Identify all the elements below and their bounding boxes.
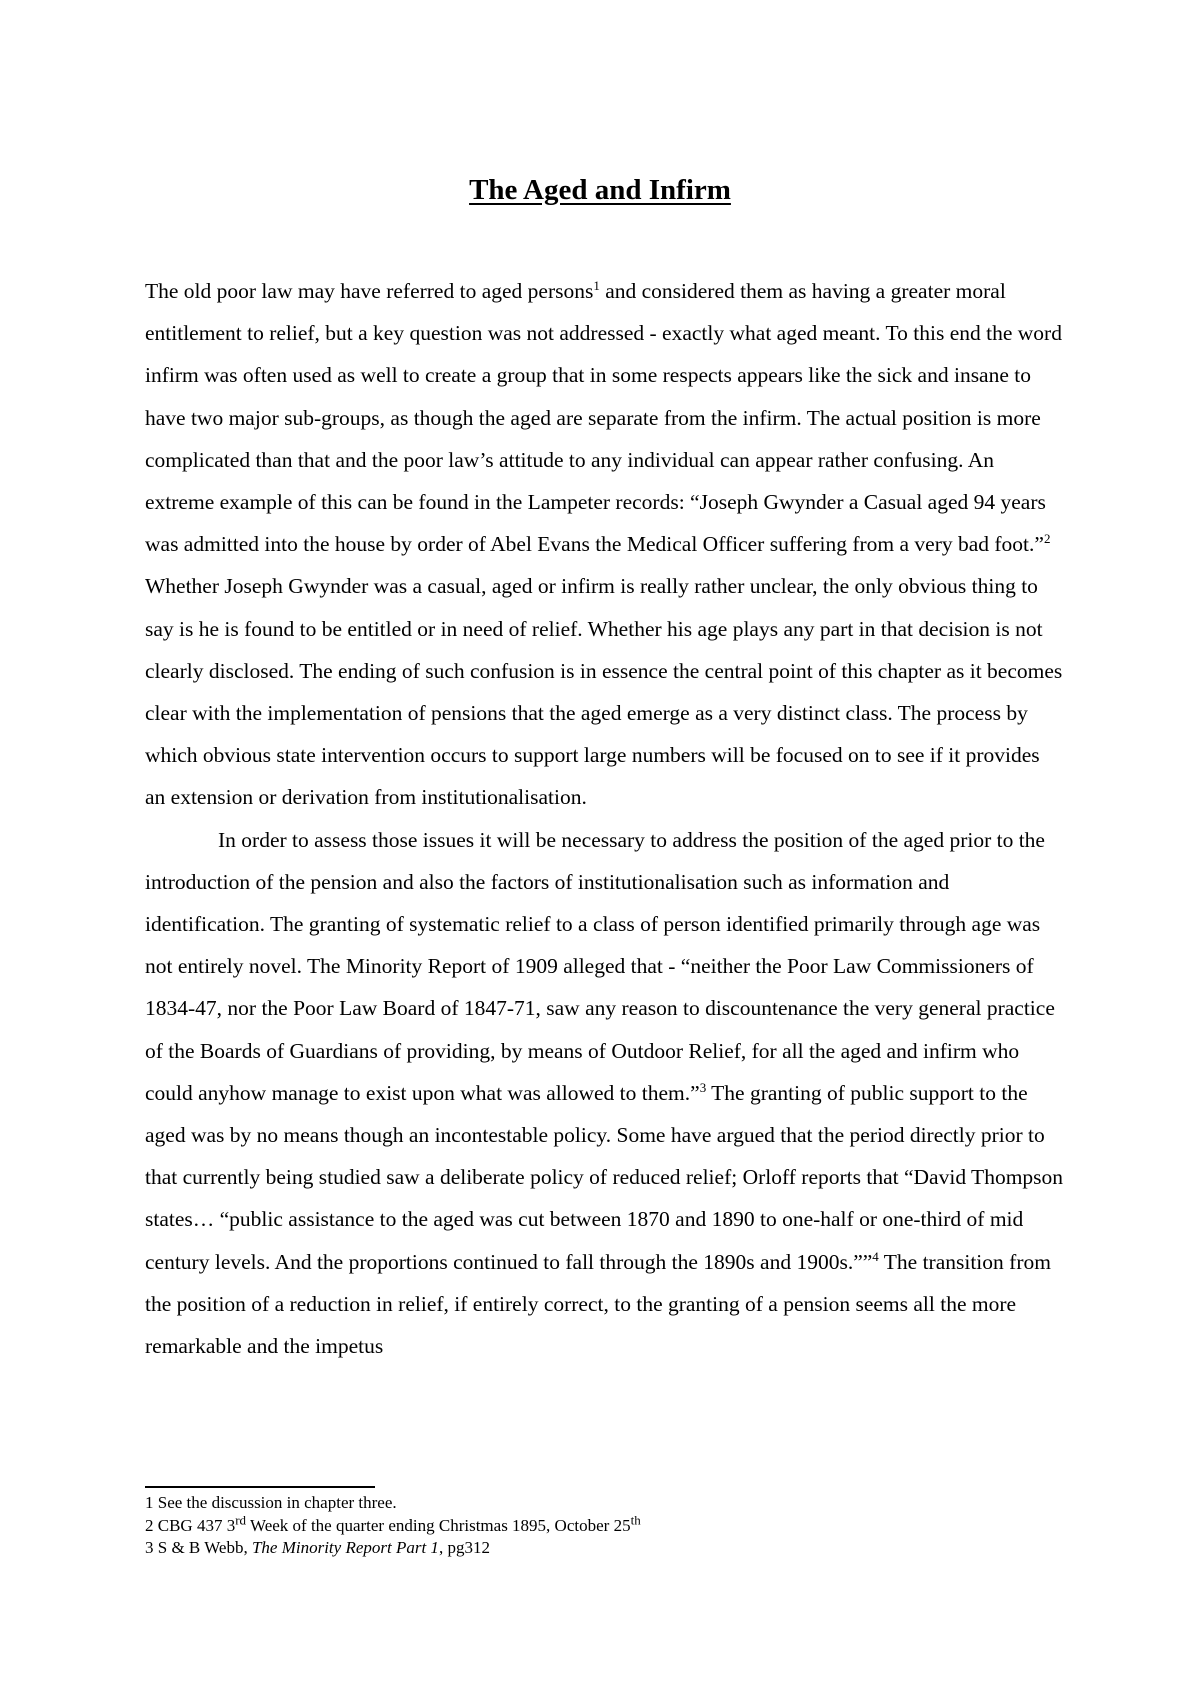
footnote-ref: 2 xyxy=(1043,531,1051,547)
footnote xyxy=(145,1511,1065,1538)
book-title: The Minority Report Part 1 xyxy=(251,1538,439,1557)
footnote-ref: 3 xyxy=(699,1079,707,1095)
footnote-text: 2 CBG 437 3 xyxy=(145,1515,236,1535)
ordinal-suffix: th xyxy=(630,1511,641,1527)
footnote-text: Week of the quarter ending Christmas 1895, October 25 xyxy=(246,1515,631,1535)
paragraph-text: In order to assess those issues it will be necessary to address the position of the aged prior to the introduction of the pension and also the factors of institutionalisation such as information and identification. The granting of systematic relief to a class of person identified primarily through age was not entirely novel. The Minority Report of 1909 alleged that - “neither the Poor Law Commissioners of 1834-47, nor the Poor Law Board of 1847-71, saw any reason to discountenance the very general practice of the Boards of Guardians of providing, by means of Outdoor Relief, for all the aged and infirm who could anyhow manage to exist upon what was allowed to them.” xyxy=(145,827,1055,1105)
paragraph xyxy=(145,819,1065,1368)
paragraph-text: The granting of public support to the aged was by no means though an incontestable policy. Some have argued that the period directly prior to that currently being studied saw a deliberate policy of reduced relief; Orloff reports that “David Thompson states… “public assistance to the aged was cut between 1870 and 1890 to one-half or one-third of mid century levels. And the proportions continued to fall through the 1890s and 1900s.”” xyxy=(145,1080,1064,1274)
paragraph-text: The transition from the position of a reduction in relief, if entirely correct, to the granting of a pension seems all the more remarkable and the impetus xyxy=(145,1249,1051,1359)
footnote-ref: 1 xyxy=(593,277,600,293)
paragraph-text: Whether Joseph Gwynder was a casual, aged or infirm is really rather unclear, the only obvious thing to say is he is found to be entitled or in need of relief. Whether his age plays any part in that decision is not clearly disclosed. The ending of such confusion is in essence the central point of this chapter as it becomes clear with the implementation of pensions that the aged emerge as a very distinct class. The process by which obvious state intervention occurs to support large numbers will be focused on to see if it provides an extension or derivation from institutionalisation. xyxy=(145,574,1063,810)
paragraph-text: and considered them as having a greater moral entitlement to relief, but a key question was not addressed - exactly what aged meant. To this end the word infirm was often used as well to create a group that in some respects appears like the sick and insane to have two major sub-groups, as though the aged are separate from the infirm. The actual position is more complicated than that and the poor law’s attitude to any individual can appear rather confusing. An extreme example of this can be found in the Lampeter records: “Joseph Gwynder a Casual aged 94 years was admitted into the house by order of Abel Evans the Medical Officer suffering from a very bad foot.” xyxy=(145,279,1062,557)
footnote-ref: 4 xyxy=(872,1248,879,1264)
footnote-separator xyxy=(145,1486,375,1488)
paragraph xyxy=(145,270,1065,819)
footnote-text: 3 S & B Webb, xyxy=(145,1538,252,1557)
footnote-text: , pg312 xyxy=(438,1538,490,1557)
footnote xyxy=(145,1492,1065,1515)
paragraph-text: The old poor law may have referred to aged persons xyxy=(145,279,594,303)
document-body xyxy=(145,270,1065,1367)
footnote xyxy=(145,1537,1065,1560)
page-title: The Aged and Infirm xyxy=(469,174,731,206)
ordinal-suffix: rd xyxy=(235,1511,247,1527)
footnotes xyxy=(145,1492,1065,1560)
footnote-text: 1 See the discussion in chapter three. xyxy=(145,1493,397,1512)
